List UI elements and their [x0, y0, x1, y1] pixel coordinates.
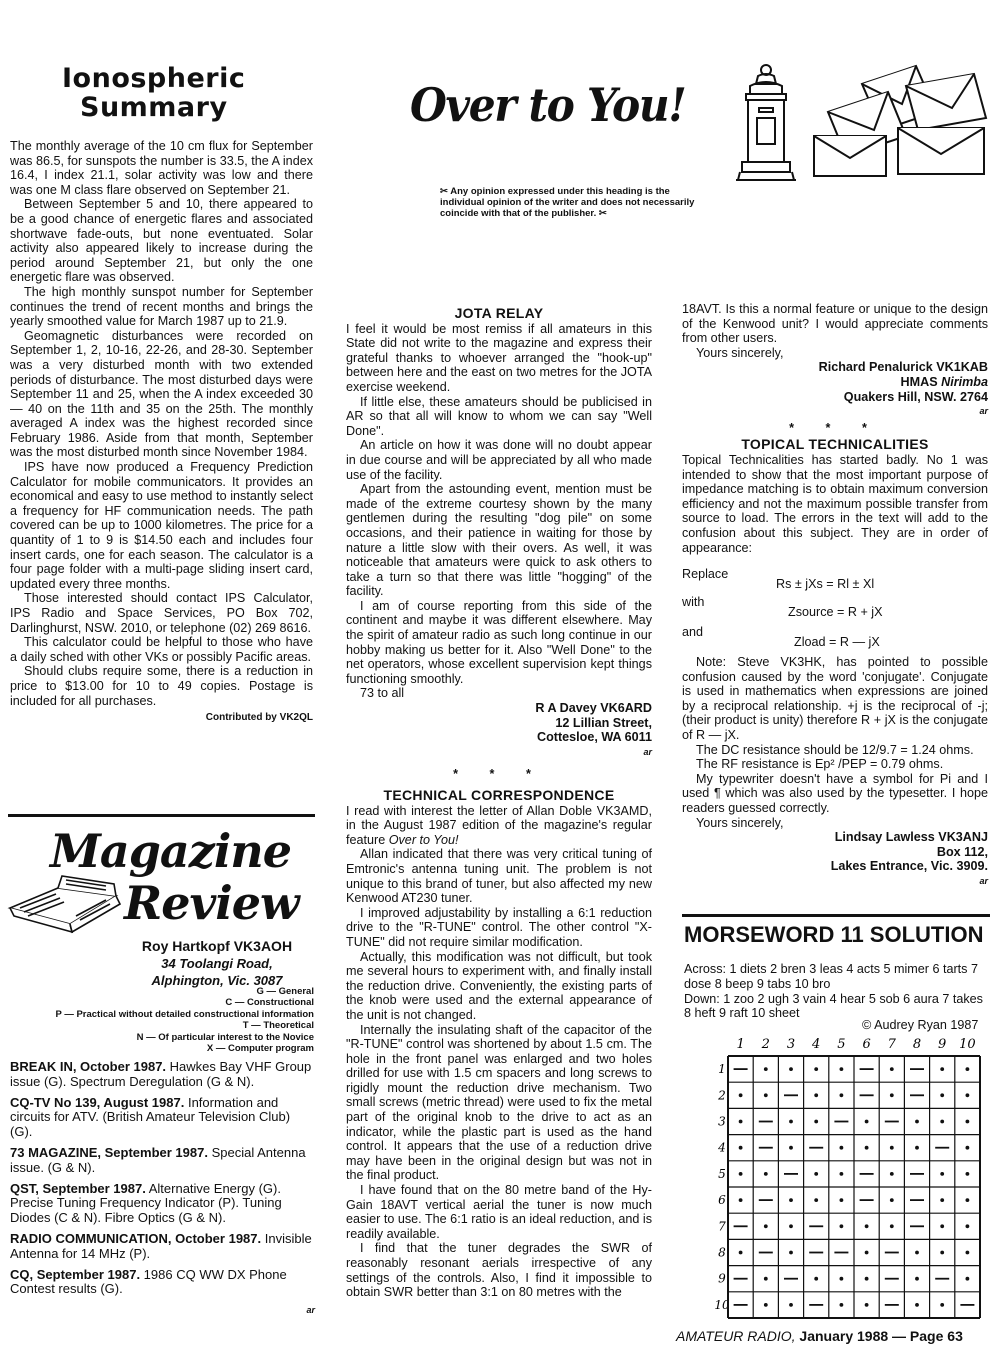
dot-mark [840, 1277, 844, 1281]
formula-1: Rs ± jXs = Rl ± Xl [776, 577, 875, 592]
dot-mark [915, 1146, 919, 1150]
paragraph: Allan indicated that there was very critical tuning of Emtronic's antenna tuning unit. The problem is not unique to this brand of tuner, but also affected my new Kenwood AT230 tuner. [346, 847, 652, 906]
dot-mark [966, 1277, 970, 1281]
paragraph: I am of course reporting from this side of the continent and maybe it was different elsewhere. May the spirit of amateur radio as such long continue in our hobby making us better for it. Also "Well Done" to the net operators, whose excellent supervision kept things functioning smoothly. [346, 598, 652, 686]
paragraph-text: I read with interest the letter of Allan Doble VK3AMD, in the August 1987 edition of the magazine's regular feature [346, 803, 652, 847]
closing: Yours sincerely, [696, 345, 784, 360]
paragraph: IPS have now produced a Frequency Prediction Calculator for mobile communicators. It provides an economical and easy to use method to instantly select a frequency for HF communication needs. The path covered can be up to 1000 kilometres. The price for a quantity of 1 to 9 is $14.50 each and includes four insert cards, one for each season. The calculator is a four page folder with a multi-page sliding insert card, updated every three months. [10, 460, 313, 591]
dot-mark [814, 1093, 818, 1097]
grid-column-label: 9 [938, 1037, 947, 1052]
paragraph: 73 to all [360, 686, 405, 701]
mailbox-icon [728, 62, 804, 190]
legend-item: G — General [256, 986, 314, 997]
paragraph: Geomagnetic disturbances were recorded on September 1, 2, 10-16, 22-26, and 28-30. September was a very disturbed month with two extended periods of disturbance. The most disturbed days were September 11 and 25, when the A index exceeded 30 — 40 on the 11th and 35 on the 25th. The monthly averaged A index was the highest recorded since February 1986. Aside from that month, September was the most disturbed month since November 1984. [10, 328, 313, 460]
dot-mark [915, 1303, 919, 1307]
dot-mark [840, 1172, 844, 1176]
formula-3: Zload = R — jX [794, 635, 880, 650]
section-separator: * * * [789, 420, 881, 435]
magazine-review-title-line2: Review [124, 876, 299, 930]
dot-mark [814, 1120, 818, 1124]
dot-mark [966, 1067, 970, 1071]
paragraph: Those interested should contact IPS Calculator, IPS Radio and Space Services, PO Box 702, Darlinghurst, NSW. 2010, or telephone (02) 269 8616. [10, 591, 313, 635]
morseword-grid-svg [714, 1036, 984, 1326]
list-item [10, 1096, 315, 1140]
review-legend [10, 986, 314, 1054]
dot-mark [814, 1277, 818, 1281]
page-footer [676, 1328, 963, 1344]
grid-column-label: 1 [736, 1037, 745, 1052]
author-name: Roy Hartkopf VK3AOH [141, 938, 293, 954]
paragraph: The monthly average of the 10 cm flux for September was 86.5, for sunspots the number is 33.5, the A index 16.4, I index 21.1, solar activity was low and there was one M class flare observed on September 21. [10, 139, 313, 197]
dot-mark [890, 1146, 894, 1150]
across-answers: Across: 1 diets 2 bren 3 leas 4 acts 5 mimer 6 tarts 7 dose 8 beep 9 tabs 10 bro [684, 962, 978, 991]
paragraph: 18AVT. Is this a normal feature or unique to the design of the Kenwood unit? I would appreciate comments from other users. [682, 302, 988, 346]
dot-mark [789, 1303, 793, 1307]
dot-mark [764, 1172, 768, 1176]
grid-row-label: 4 [718, 1140, 726, 1155]
dot-mark [890, 1172, 894, 1176]
dot-mark [789, 1067, 793, 1071]
paragraph: I find that the tuner degrades the SWR of reasonably resonant aerials irrespective of any settings of the controls. Also, I find it impossible to obtain SWR better than 3:1 on 80 metres with the [346, 1241, 652, 1300]
tech-signature-city: Quakers Hill, NSW. 2764 [843, 389, 988, 404]
dot-mark [739, 1251, 743, 1255]
grid-column-label: 3 [786, 1037, 796, 1052]
dot-mark [789, 1251, 793, 1255]
topical-signature-city: Lakes Entrance, Vic. 3909. [830, 859, 988, 874]
grid-row-label: 3 [718, 1114, 726, 1129]
jota-signature-address: 12 Lillian Street, [555, 715, 652, 730]
dot-mark [940, 1224, 944, 1228]
right-column [682, 302, 988, 889]
dot-mark [940, 1093, 944, 1097]
paragraph: I improved adjustability by installing a 6:1 reduction drive to the "R-TUNE" control. The other control "X-TUNE" did not require similar modification. [346, 905, 652, 949]
magazine-name: CQ, September 1987. [10, 1266, 141, 1282]
magazine-name: 73 MAGAZINE, September 1987. [10, 1144, 208, 1160]
magazine-name: QST, September 1987. [10, 1180, 146, 1196]
tech-signature-name: Richard Penalurick VK1KAB [818, 360, 988, 375]
dot-mark [840, 1067, 844, 1071]
list-item [10, 1182, 315, 1226]
with-label: with [682, 595, 705, 610]
dot-mark [890, 1224, 894, 1228]
dot-mark [966, 1172, 970, 1176]
dot-mark [739, 1093, 743, 1097]
dot-mark [764, 1303, 768, 1307]
dot-mark [966, 1146, 970, 1150]
legend-item: P — Practical without detailed constructional information [55, 1008, 314, 1020]
dot-mark [739, 1198, 743, 1202]
legend-item: T — Theoretical [242, 1020, 314, 1032]
dot-mark [940, 1303, 944, 1307]
scissors-icon: ✂ [596, 208, 607, 219]
paragraph: Actually, this modification was not difficult, but took me several hours to experiment with, and finally install the reduction drive. Conveniently, the existing parts of the knob were used and the external appearance of the unit is not changed. [346, 949, 652, 1022]
dot-mark [966, 1251, 970, 1255]
grid-row-label: 6 [718, 1193, 726, 1208]
grid-row-label: 10 [714, 1297, 730, 1312]
magazine-name: CQ-TV No 139, August 1987. [10, 1094, 185, 1110]
formula-block [682, 555, 988, 650]
magazine-contents: Information and circuits for ATV. (British Amateur Television Club) (G). [10, 1094, 291, 1140]
morseword-grid [714, 1036, 984, 1331]
dot-mark [789, 1198, 793, 1202]
dot-mark [890, 1093, 894, 1097]
morseword-title: MORSEWORD 11 SOLUTION [684, 922, 984, 947]
grid-column-label: 6 [862, 1037, 871, 1052]
grid-row-label: 7 [718, 1219, 726, 1234]
end-mark: ar [306, 1305, 315, 1316]
magazine-contents: Hawkes Bay VHF Group issue (G). Spectrum Deregulation (G & N). [10, 1059, 312, 1089]
grid-column-label: 7 [887, 1037, 896, 1052]
section-separator: * * * [453, 767, 545, 782]
list-item [10, 1268, 315, 1298]
paragraph: I have found that on the 80 metre band of the Hy-Gain 18AVT vertical aerial the tuner is now much easier to use. The 6:1 ratio is an ideal reduction, and is readily available. [346, 1183, 652, 1241]
list-item [10, 1232, 315, 1262]
paragraph: Note: Steve VK3HK, has pointed to possible confusion caused by the word 'conjugate'. Conjugate is used in mathematics when expressions are joined by a reciprocal relationship. +j is the reciprocal of -j; (their product is unity) therefore R + jX is the conjugate of R — jX. [682, 655, 988, 743]
dot-mark [739, 1172, 743, 1176]
paragraph: The DC resistance should be 12/9.7 = 1.24 ohms. [696, 742, 974, 757]
dot-mark [764, 1067, 768, 1071]
dot-mark [840, 1224, 844, 1228]
magazine-name: RADIO COMMUNICATION, October 1987. [10, 1230, 262, 1246]
dot-mark [940, 1172, 944, 1176]
dot-mark [940, 1198, 944, 1202]
dot-mark [865, 1251, 869, 1255]
paragraph: An article on how it was done will no doubt appear in due course and will be appreciated by all who made use of the facility. [346, 438, 652, 482]
paragraph: Between September 5 and 10, there appeared to be a good chance of energetic flares and associated shortwave fade-outs, but none eventuated. Solar activity also appeared likely to increase during the period around September 21, but only the one energetic flare was observed. [10, 197, 313, 285]
address-text: HMAS [900, 374, 942, 389]
author-address: 34 Toolangi Road, Alphington, Vic. 3087 [151, 956, 283, 988]
paragraph: Topical Technicalities has started badly. No 1 was intended to show that the most important purpose of impedance matching is to obtain maximum conversion efficiency and not the maximum possible transfer from source to load. The errors in the text will add to the confusion about this subject. They are in order of appearance: [682, 452, 988, 555]
dot-mark [840, 1146, 844, 1150]
dot-mark [764, 1224, 768, 1228]
publication-name: AMATEUR RADIO, [676, 1328, 796, 1344]
paragraph: This calculator could be helpful to those who have a daily sched with other VKs or possibly Pacific areas. [10, 635, 313, 664]
divider [8, 814, 315, 817]
legend-item: N — Of particular interest to the Novice [136, 1031, 314, 1043]
dot-mark [940, 1251, 944, 1255]
magazine-review-title-line1: Magazine [50, 824, 292, 878]
morseword-answers [684, 962, 990, 1021]
ionospheric-title-line1: Ionospheric [62, 63, 246, 94]
grid-column-label: 10 [959, 1037, 976, 1052]
open-magazine-icon [6, 868, 126, 938]
topical-heading: TOPICAL TECHNICALITIES [741, 436, 929, 453]
tech-signature-address [682, 375, 988, 390]
dot-mark [865, 1277, 869, 1281]
grid-column-label: 2 [761, 1037, 770, 1052]
dot-mark [865, 1224, 869, 1228]
paragraph: I feel it would be most remiss if all amateurs in this State did not write to the magazine and express their grateful thanks to whoever arranged the "hook-up" between here and the east on two metres for the JOTA exercise weekend. [346, 321, 652, 394]
ship-name: Nirimba [941, 374, 988, 389]
magazine-contents: Invisible Antenna for 14 MHz (P). [10, 1230, 312, 1261]
end-mark: ar [979, 876, 988, 886]
dot-mark [915, 1277, 919, 1281]
paragraph: The high monthly sunspot number for September continues the trend of recent months and brings the yearly smoothed value for March 1987 up to 21.9. [10, 284, 313, 329]
replace-label: Replace [682, 567, 729, 582]
grid-row-label: 2 [718, 1088, 726, 1103]
ionospheric-title [62, 64, 272, 122]
disclaimer [440, 186, 700, 219]
magazine-contents: Alternative Energy (G). Precise Tuning Frequency Indicator (P). Tuning Diodes (C & N). Fibre Optics (G & N). [10, 1180, 282, 1226]
grid-row-label: 1 [718, 1062, 726, 1077]
grid-column-label: 8 [912, 1037, 922, 1052]
paragraph [346, 804, 652, 848]
and-label: and [682, 625, 704, 640]
ionospheric-title-line2: Summary [80, 92, 228, 123]
formula-2: Zsource = R + jX [788, 605, 883, 620]
disclaimer-text: Any opinion expressed under this heading is the individual opinion of the writer and does not necessarily coincide with that of the publisher. [440, 186, 695, 219]
dot-mark [865, 1146, 869, 1150]
dot-mark [840, 1303, 844, 1307]
closing: Yours sincerely, [696, 815, 784, 830]
ionospheric-body [10, 139, 313, 726]
contributed-by: Contributed by VK2QL [205, 712, 313, 724]
dot-mark [915, 1120, 919, 1124]
envelopes-icon [806, 64, 996, 186]
paragraph: My typewriter doesn't have a symbol for Pi and I used ¶ which was also used by the typesetter. I hope readers guessed correctly. [682, 771, 988, 816]
list-item [10, 1146, 315, 1176]
grid-column-label: 4 [812, 1037, 821, 1052]
dot-mark [789, 1146, 793, 1150]
paragraph: Apart from the astounding event, mention must be made of the extreme courtesy shown by the many gentlemen during the resulting "dog pile" on some occasions, and their patience in waiting for those by nature a little slow with their overs. As well, it was noticeable that amateurs were quick to ask others to take a turn so that there was little "hogging" of the facility. [346, 482, 652, 599]
review-author [124, 938, 310, 989]
dot-mark [940, 1120, 944, 1124]
dot-mark [814, 1067, 818, 1071]
paragraph: If little else, these amateurs should be publicised in AR so that all will know to whom we can say "Well Done". [346, 394, 652, 438]
dot-mark [840, 1093, 844, 1097]
paragraph: The RF resistance is Ep² /PEP = 0.79 ohms. [696, 757, 944, 772]
jota-signature-city: Cottesloe, WA 6011 [536, 730, 652, 745]
dot-mark [890, 1198, 894, 1202]
jota-signature-name: R A Davey VK6ARD [535, 701, 652, 716]
dot-mark [890, 1067, 894, 1071]
dot-mark [814, 1198, 818, 1202]
end-mark: ar [643, 746, 652, 757]
dot-mark [966, 1224, 970, 1228]
dot-mark [840, 1198, 844, 1202]
middle-column [346, 306, 652, 1300]
issue-page: January 1988 — Page 63 [795, 1328, 963, 1344]
dot-mark [764, 1277, 768, 1281]
dot-mark [966, 1120, 970, 1124]
over-to-you-title: Over to You! [410, 78, 686, 132]
magazine-name: BREAK IN, October 1987. [10, 1059, 167, 1074]
end-mark: ar [979, 406, 988, 417]
dot-mark [789, 1224, 793, 1228]
dot-mark [966, 1093, 970, 1097]
scissors-icon: ✂ [440, 186, 451, 197]
topical-signature-name: Lindsay Lawless VK3ANJ [834, 830, 988, 845]
grid-row-label: 9 [718, 1271, 726, 1286]
dot-mark [966, 1198, 970, 1202]
jota-heading: JOTA RELAY [454, 305, 544, 321]
topical-signature-address: Box 112, [936, 844, 988, 859]
dot-mark [915, 1251, 919, 1255]
dot-mark [940, 1067, 944, 1071]
magazine-contents: 1986 CQ WW DX Phone Contest results (G). [10, 1266, 287, 1297]
grid-row-label: 5 [718, 1166, 726, 1181]
review-list [10, 1060, 315, 1318]
dot-mark [739, 1120, 743, 1124]
copyright: © Audrey Ryan 1987 [862, 1018, 979, 1032]
dot-mark [814, 1172, 818, 1176]
down-answers: Down: 1 zoo 2 ugh 3 vain 4 hear 5 sob 6 aura 7 takes 8 heft 9 raft 10 sheet [684, 991, 983, 1021]
technical-correspondence-heading: TECHNICAL CORRESPONDENCE [383, 787, 615, 803]
feature-name: Over to You! [388, 832, 459, 847]
legend-item: C — Constructional [225, 997, 314, 1009]
paragraph: Should clubs require some, there is a reduction in price to $13.00 for 10 to 49 copies. Postage is included for all purchases. [10, 664, 313, 708]
dot-mark [865, 1120, 869, 1124]
legend-item: X — Computer program [206, 1043, 314, 1055]
divider [682, 914, 990, 917]
dot-mark [789, 1120, 793, 1124]
grid-column-label: 5 [837, 1037, 846, 1052]
dot-mark [865, 1303, 869, 1307]
magazine-contents: Special Antenna issue. (G & N). [10, 1144, 306, 1175]
list-item [10, 1060, 315, 1090]
grid-row-label: 8 [718, 1245, 726, 1260]
paragraph: Internally the insulating shaft of the capacitor of the "R-TUNE" control was shortened by about 1.5 cm. The hole in the front panel was enlarged and two holes drilled for use with 1.5 cm spacers and long screws to rigidly mount the reduction drive mechanism. Two small screws (metric thread) were used to fix the metal part of the original knob to the drive to act as an indicator, while the plastic part is used as the hand control. It appears that the use of a reduction drive may have been in the original design but was not in the final product. [346, 1022, 652, 1183]
dot-mark [764, 1093, 768, 1097]
dot-mark [739, 1146, 743, 1150]
